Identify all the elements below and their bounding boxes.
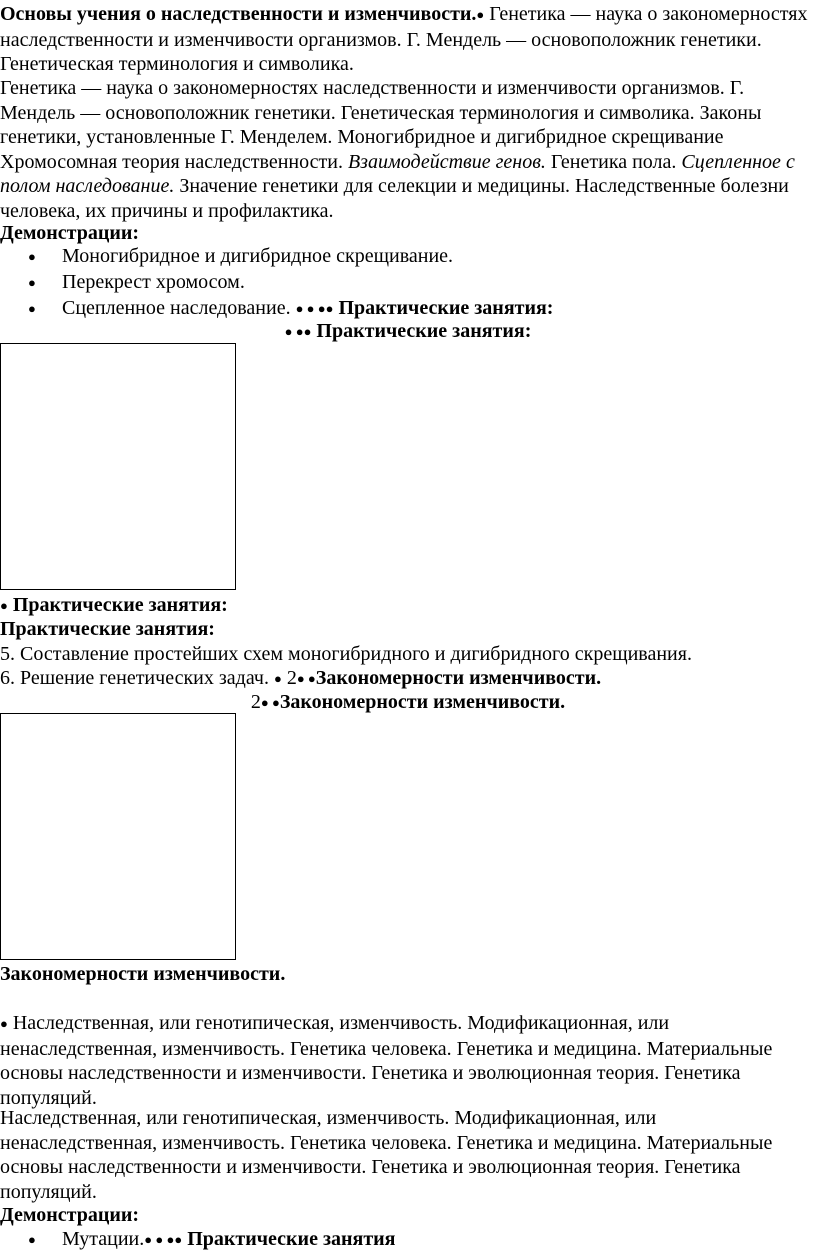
practical-label: Практические занятия [182,1228,396,1250]
paragraph-text: Генетика — наука о закономерностях наследственности и изменчивости организмов. Г. Мендель — основоположник генетики. Генетическая терминология и символика. Законы генетики, установленные Г. Менделем. Моногибридное и дигибридное скрещивание Хромосомная теория наследственности. [0,77,762,173]
practical-label: Практические занятия: [7,594,228,616]
item-text: 6. Решение генетических задач. [0,667,274,689]
item-number: 2 [250,691,261,713]
item-number: 2 [281,667,297,689]
image-placeholder [0,713,236,960]
bullet-icon: ● ●● [284,324,312,339]
paragraph-text: Значение генетики для селекции и медицины. Наследственные болезни человека, их причины и профилактика. [0,175,789,222]
paragraph-italic: Сцепленное с полом наследование. [0,150,795,197]
practical-item-5: 5. Составление простейших схем моногибридного и дигибридного скрещивания. [0,643,692,665]
section2-paragraph: Наследственная, или генотипическая, изменчивость. Модификационная, или ненаследственная, изменчивость. Генетика человека. Генетика и медицина. Материальные основы наследственности и изменчивости. Генетика и эволюционная теория. Генетика популяций. [0,1107,773,1203]
demos-heading: Демонстрации: [0,1204,140,1226]
practical-label: Практические занятия: [333,297,554,319]
bullet-icon: ● [0,1016,8,1031]
list-item [0,1227,814,1253]
section2-intro-text: Наследственная, или генотипическая, изменчивость. Модификационная, или ненаследственная, изменчивость. Генетика человека. Генетика и медицина. Материальные основы наследственности и изменчивости. Генетика и эволюционная теория. Генетика популяций. [0,1012,773,1109]
section2-title: Закономерности изменчивости. [0,963,286,985]
section1-paragraph [0,76,814,223]
bullet-icon: ● ● ●● [144,1232,183,1247]
demos-list [0,1227,814,1253]
list-item-text: Перекрест хромосом. [62,271,245,293]
demos-heading: Демонстрации: [0,222,140,244]
section-label: Закономерности изменчивости. [279,691,566,713]
section1-title: Основы учения о наследственности и изменчивости. [0,3,477,25]
section1-intro [0,2,814,77]
bullet-icon: ● [28,275,36,290]
section-link-label: Закономерности изменчивости. [315,667,602,689]
practical-label: Практические занятия: [311,320,532,342]
bullet-icon: ● ● ●● [295,301,334,316]
bullet-icon: ● [273,671,282,686]
centered-practical [0,319,816,345]
bullet-icon: ● [28,249,36,264]
list-item-text: Моногибридное и дигибридное скрещивание. [62,245,454,267]
section2-intro [0,1011,814,1110]
image-placeholder [0,343,236,590]
list-item-text: Мутации. [62,1228,145,1250]
bullet-icon: ● [28,1232,36,1247]
bullet-icon: ● [476,7,485,22]
paragraph-text: Генетика пола. [545,150,682,173]
demos-list [0,244,814,322]
practical-after-image [0,593,228,619]
bullet-icon: ● ● [296,671,316,686]
list-item [0,270,814,296]
bullet-icon: ● [0,598,8,613]
practical-item-6 [0,666,601,692]
list-item [0,244,814,270]
bullet-icon: ● [28,301,36,316]
list-item-text: Сцепленное наследование. [62,297,296,319]
section1-intro-text: Генетика — наука о закономерностях наследственности и изменчивости организмов. Г. Мендель — основоположник генетики. Генетическая терминология и символика. [0,3,808,75]
practical-heading: Практические занятия: [0,618,215,640]
bullet-icon: ● ● [260,695,280,710]
paragraph-italic: Взаимодействие генов. [347,150,546,173]
centered-section-heading [0,690,816,716]
